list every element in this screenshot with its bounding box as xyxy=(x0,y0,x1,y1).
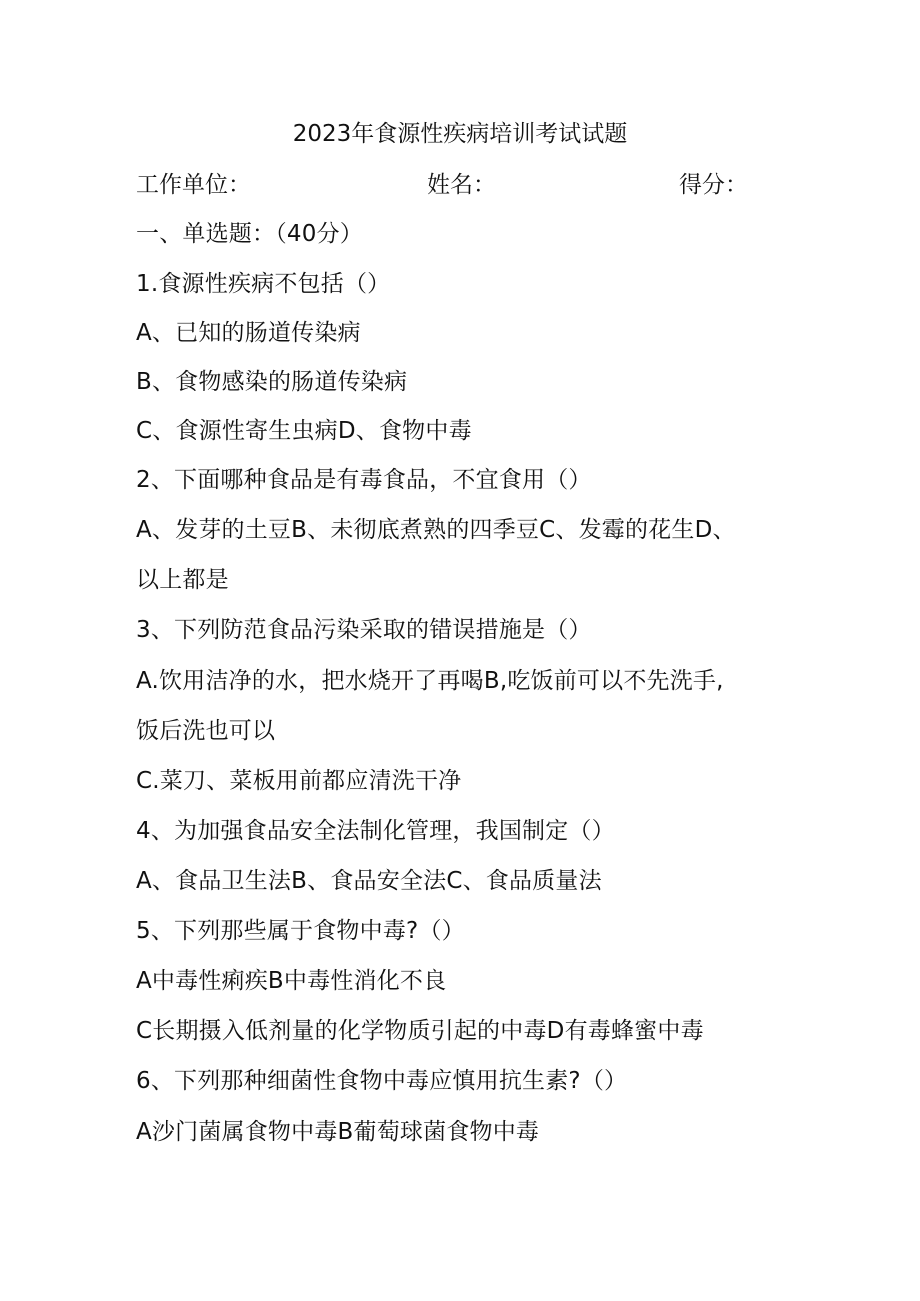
question-2: 2、下面哪种食品是有毒食品，不宜食用（） xyxy=(136,467,592,493)
option-line: 以上都是 xyxy=(136,567,229,593)
section-heading: 一、单选题：（40分） xyxy=(136,221,363,247)
question-3: 3、下列防范食品污染采取的错误措施是（） xyxy=(136,617,592,643)
option-line: A.饮用洁净的水，把水烧开了再喝B,吃饭前可以不先洗手, xyxy=(136,668,724,694)
question-5: 5、下列那些属于食物中毒?（） xyxy=(136,918,465,944)
option-line: A中毒性痢疾B中毒性消化不良 xyxy=(136,968,447,994)
question-4: 4、为加强食品安全法制化管理，我国制定（） xyxy=(136,818,615,844)
option-line: 饭后洗也可以 xyxy=(136,718,276,744)
document-title: 2023年食源性疾病培训考试试题 xyxy=(292,121,628,147)
question-6: 6、下列那种细菌性食物中毒应慎用抗生素?（） xyxy=(136,1068,628,1094)
name-label: 姓名： xyxy=(427,172,496,198)
option-line: C.菜刀、菜板用前都应清洗干净 xyxy=(136,768,462,794)
option-line: A沙门菌属食物中毒B葡萄球菌食物中毒 xyxy=(136,1119,540,1145)
option-line: A、已知的肠道传染病 xyxy=(136,320,361,346)
option-line: B、食物感染的肠道传染病 xyxy=(136,369,408,395)
option-line: C长期摄入低剂量的化学物质引起的中毒D有毒蜂蜜中毒 xyxy=(136,1018,704,1044)
work-unit-label: 工作单位： xyxy=(136,172,251,198)
question-1: 1.食源性疾病不包括（） xyxy=(136,271,391,297)
info-row xyxy=(0,167,920,203)
option-line: A、食品卫生法B、食品安全法C、食品质量法 xyxy=(136,868,602,894)
score-label: 得分： xyxy=(679,172,748,198)
option-line: C、食源性寄生虫病D、食物中毒 xyxy=(136,418,472,444)
option-line: A、发芽的土豆B、未彻底煮熟的四季豆C、发霉的花生D、 xyxy=(136,517,736,543)
